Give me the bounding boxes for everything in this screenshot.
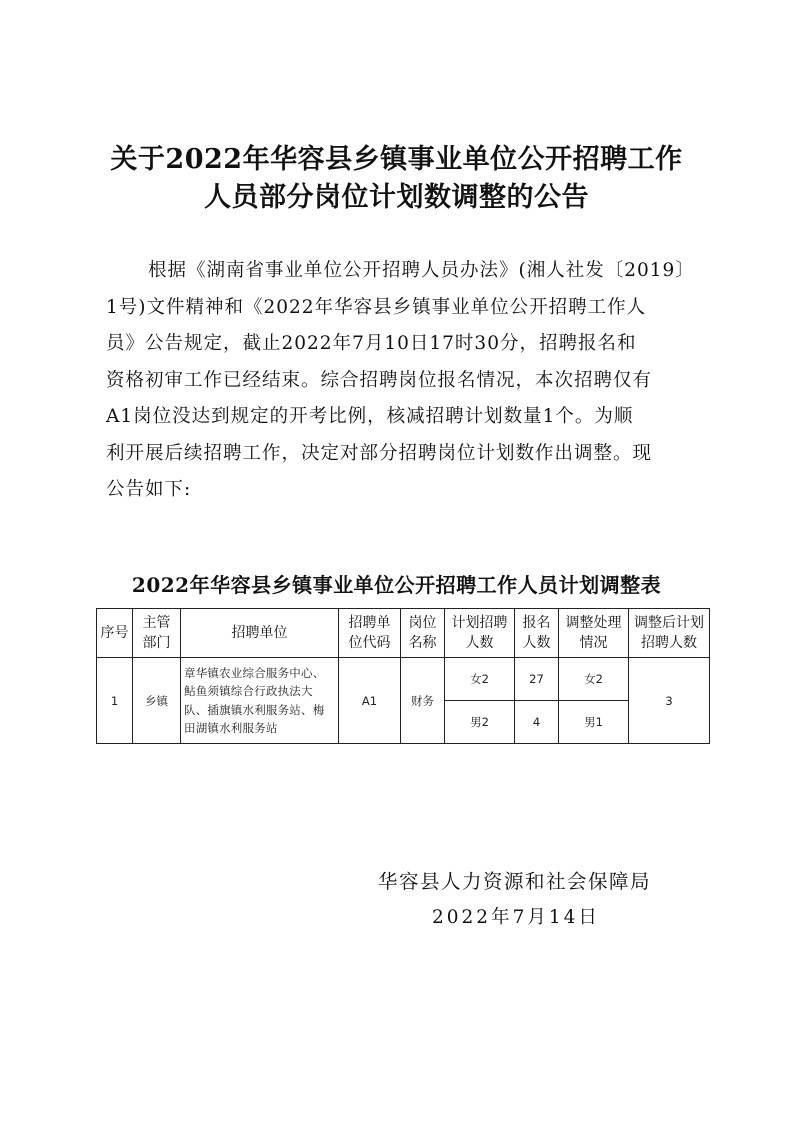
header-cell: 招聘单 位代码 (339, 609, 401, 658)
cell-plan-male: 男2 (445, 701, 515, 744)
cell-recruiting-units: 章华镇农业综合服务中心、 鲇鱼须镇综合行政执法大 队、插旗镇水利服务站、梅 田湖镇水利服务站 (181, 658, 339, 744)
header-cell: 序号 (97, 609, 133, 658)
body-line: 根据《湖南省事业单位公开招聘人员办法》(湘人社发〔2019〕 (148, 260, 695, 281)
header-cell: 调整后计划 招聘人数 (629, 609, 710, 658)
plan-adjustment-table (96, 608, 710, 744)
notice-title-line-1: 关于2022年华容县乡镇事业单位公开招聘工作 (110, 144, 683, 175)
cell-post-name: 财务 (401, 658, 445, 744)
table-row (97, 658, 710, 701)
issue-date: 2022年7月14日 (432, 907, 600, 928)
header-cell: 调整处理 情况 (559, 609, 629, 658)
body-line: 公告如下: (106, 479, 192, 500)
header-cell: 计划招聘 人数 (445, 609, 515, 658)
table-title: 2022年华容县乡镇事业单位公开招聘工作人员计划调整表 (131, 573, 662, 597)
notice-title-line-2: 人员部分岗位计划数调整的公告 (204, 182, 589, 213)
header-cell: 招聘单位 (181, 609, 339, 658)
cell-adjusted-total: 3 (629, 658, 710, 744)
body-line: 1号)文件精神和《2022年华容县乡镇事业单位公开招聘工作人 (106, 296, 647, 318)
header-cell: 岗位 名称 (401, 609, 445, 658)
issuing-organization: 华容县人力资源和社会保障局 (378, 870, 652, 893)
cell-plan-female: 女2 (445, 658, 515, 701)
cell-applicants-male: 4 (515, 701, 559, 744)
header-cell: 主管 部门 (133, 609, 181, 658)
cell-unit-code: A1 (339, 658, 401, 744)
cell-handling-female: 女2 (559, 658, 629, 701)
cell-applicants-female: 27 (515, 658, 559, 701)
notice-body (106, 253, 706, 509)
header-cell: 报名 人数 (515, 609, 559, 658)
body-line: 资格初审工作已经结束。综合招聘岗位报名情况，本次招聘仅有 (106, 369, 653, 391)
body-line: A1岗位没达到规定的开考比例，核减招聘计划数量1个。为顺 (106, 406, 634, 427)
table-header-row (97, 609, 710, 658)
body-line: 利开展后续招聘工作，决定对部分招聘岗位计划数作出调整。现 (106, 442, 653, 464)
body-line: 员》公告规定，截止2022年7月10日17时30分，招聘报名和 (106, 333, 637, 354)
cell-serial-no: 1 (97, 658, 133, 744)
cell-department: 乡镇 (133, 658, 181, 744)
cell-handling-male: 男1 (559, 701, 629, 744)
